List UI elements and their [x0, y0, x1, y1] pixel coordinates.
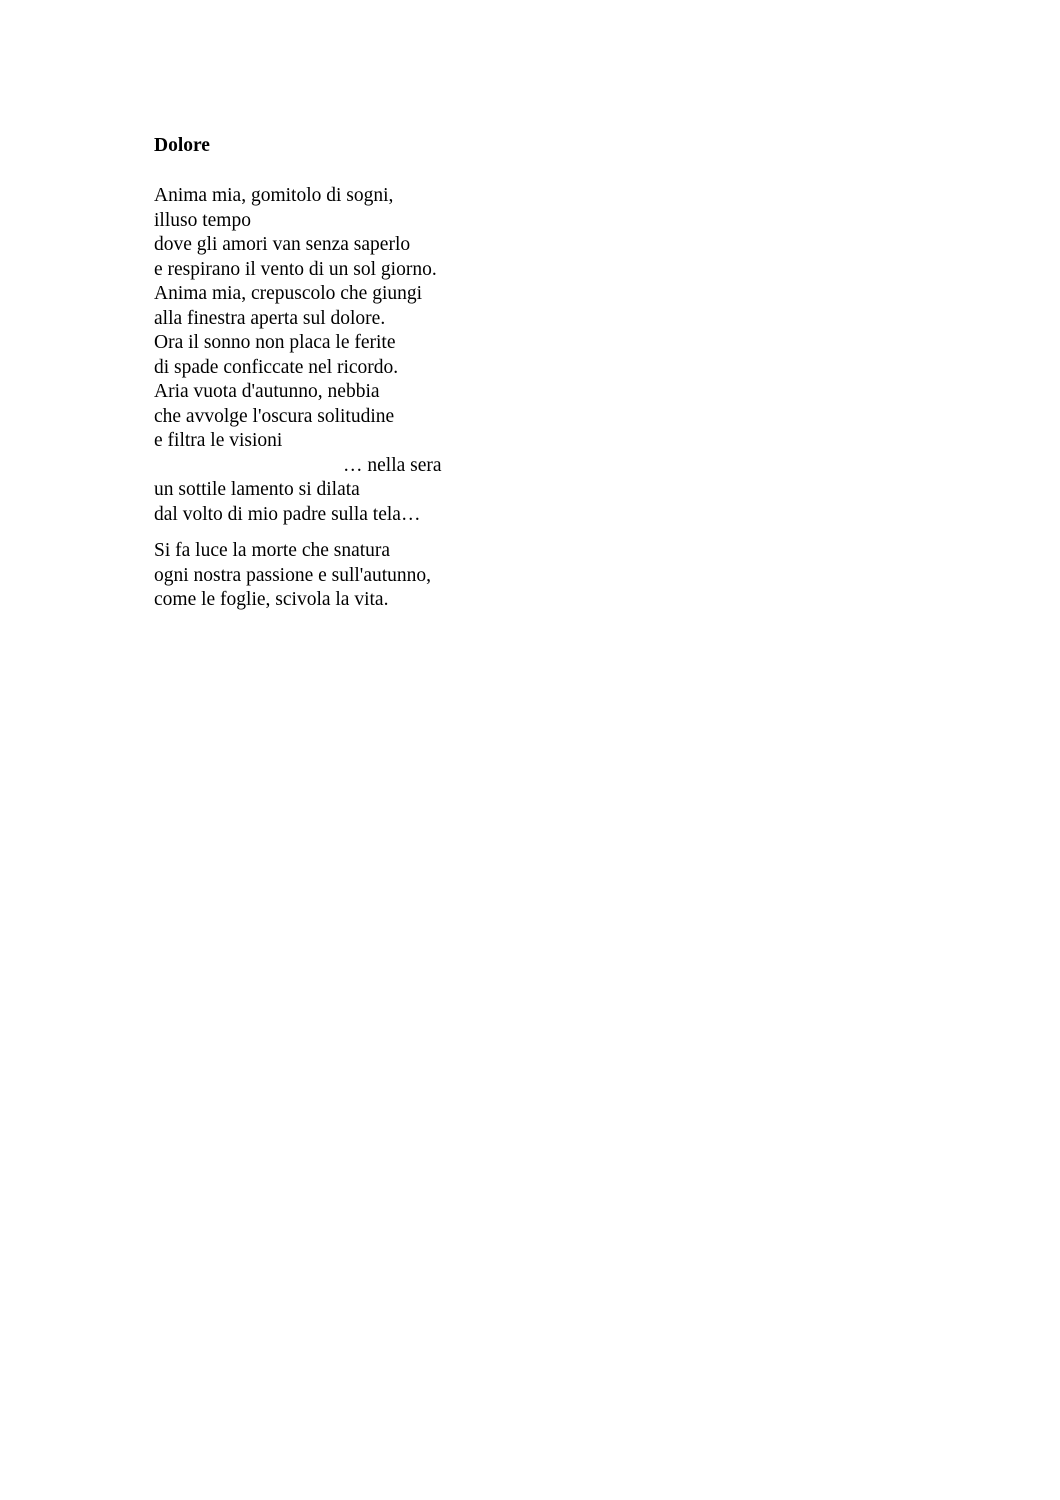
verse-line: Anima mia, gomitolo di sogni,: [154, 185, 394, 206]
stanza-1: [154, 184, 442, 527]
verse-line: come le foglie, scivola la vita.: [154, 589, 389, 610]
verse-line: Aria vuota d'autunno, nebbia: [154, 381, 380, 402]
verse-line: Si fa luce la morte che snatura: [154, 540, 391, 561]
verse-line: che avvolge l'oscura solitudine: [154, 405, 395, 427]
poem-title: Dolore: [154, 135, 210, 156]
stanza-2: [154, 539, 431, 613]
verse-line: dove gli amori van senza saperlo: [154, 234, 411, 255]
verse-line: Anima mia, crepuscolo che giungi: [154, 283, 423, 304]
verse-line: illuso tempo: [154, 209, 251, 231]
verse-line: alla finestra aperta sul dolore.: [154, 307, 386, 329]
verse-line: di spade conficcate nel ricordo.: [154, 356, 399, 378]
verse-line: Ora il sonno non placa le ferite: [154, 332, 396, 353]
verse-line: un sottile lamento si dilata: [154, 479, 360, 500]
verse-line: ogni nostra passione e sull'autunno,: [154, 564, 432, 586]
verse-line: e filtra le visioni: [154, 430, 283, 451]
verse-line: e respirano il vento di un sol giorno.: [154, 258, 437, 280]
verse-line-indented: … nella sera: [343, 454, 442, 476]
verse-line: dal volto di mio padre sulla tela…: [154, 503, 421, 525]
